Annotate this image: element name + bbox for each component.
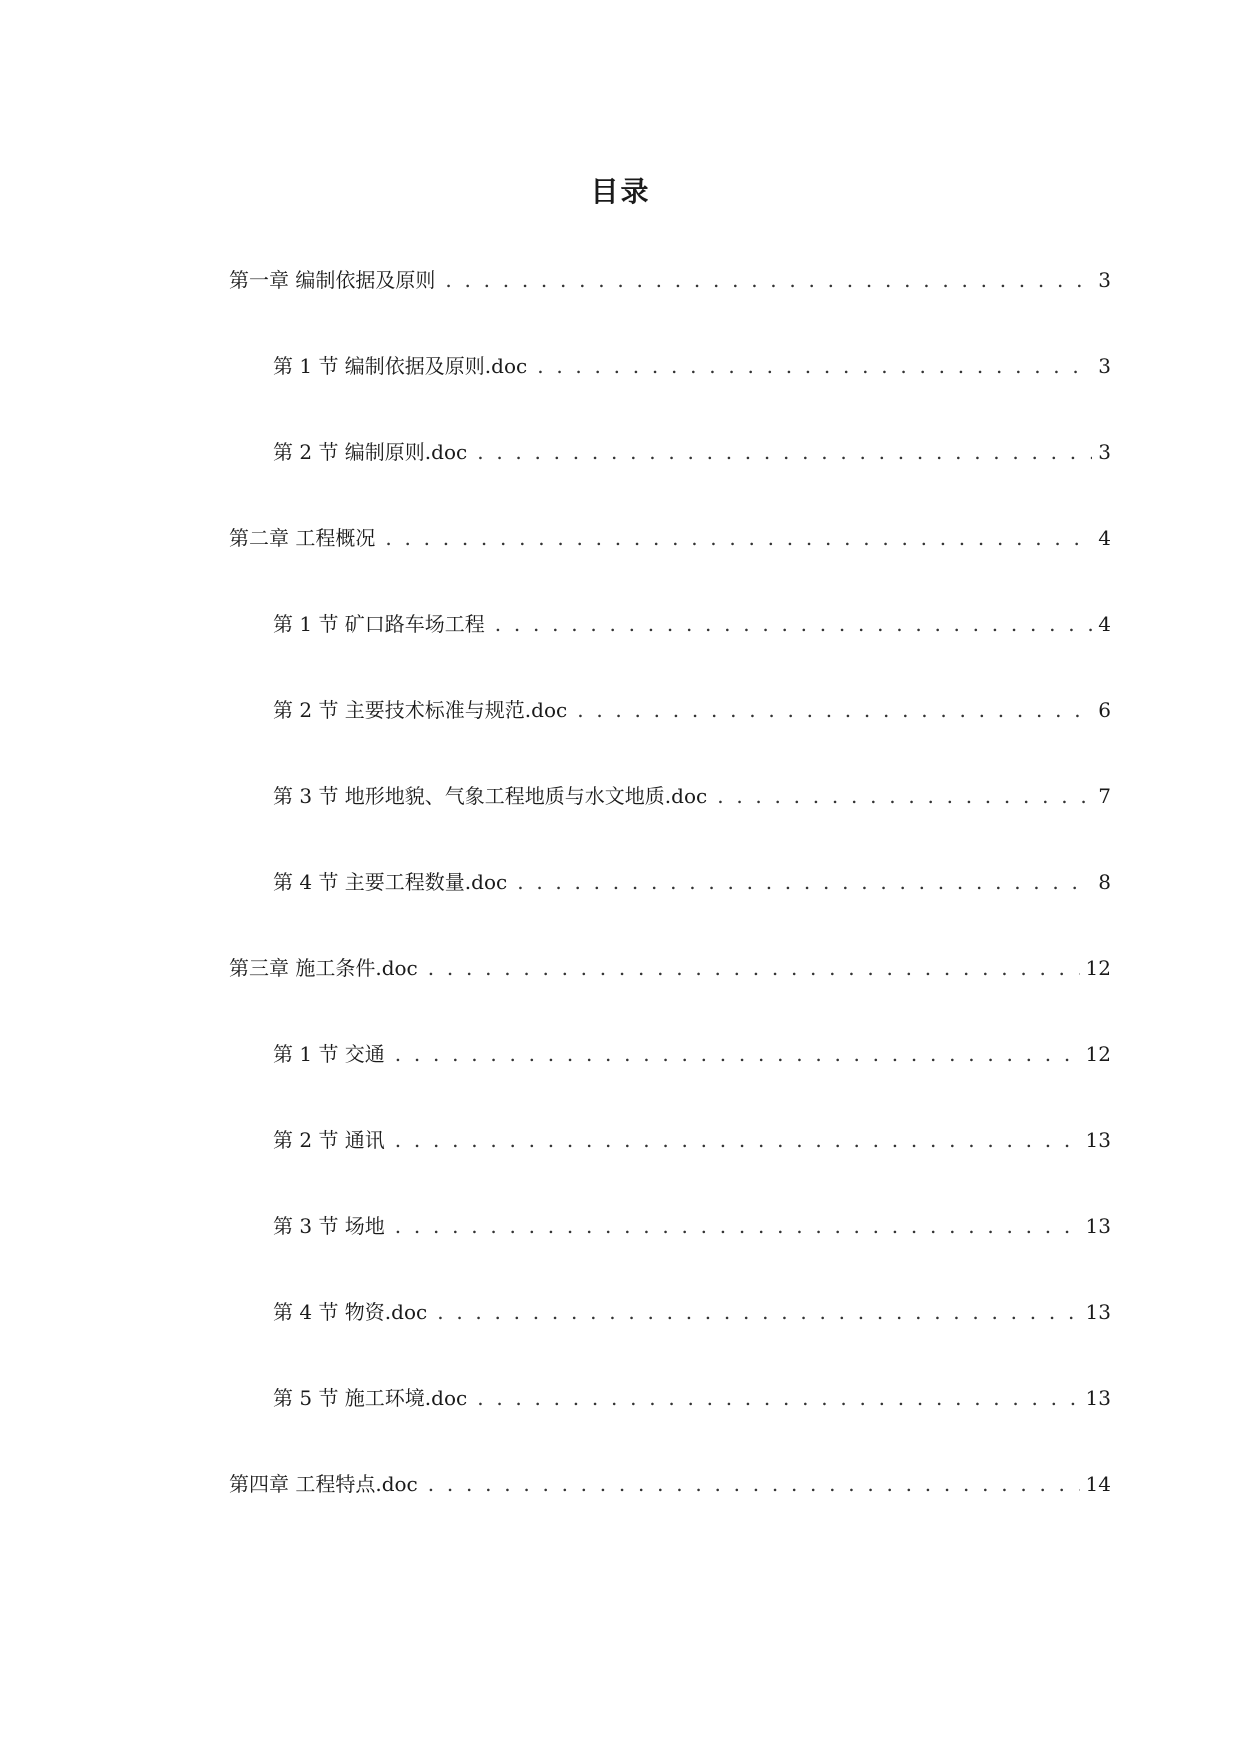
toc-dot-leader [517, 866, 1092, 898]
toc-entry-label: 第四章 工程特点.doc [229, 1472, 418, 1496]
toc-dot-leader [717, 780, 1092, 812]
toc-dot-leader [428, 1468, 1080, 1500]
toc-page-number: 13 [1085, 1128, 1111, 1152]
toc-page-number: 12 [1085, 1042, 1111, 1066]
toc-page-number: 4 [1098, 612, 1111, 636]
toc-entry-label: 第 2 节 主要技术标准与规范.doc [273, 698, 568, 722]
toc-entry-label: 第 2 节 编制原则.doc [273, 440, 468, 464]
toc-dot-leader [437, 1296, 1079, 1328]
toc-entry-chapter-3-section-1[interactable] [273, 1038, 1111, 1070]
toc-entry-chapter-1-section-1[interactable] [273, 350, 1111, 382]
toc-entry-label: 第 4 节 主要工程数量.doc [273, 870, 508, 894]
toc-entry-chapter-3-section-4[interactable] [273, 1296, 1111, 1328]
toc-page-number: 14 [1085, 1472, 1111, 1496]
toc-entry-chapter-3[interactable] [229, 952, 1111, 984]
toc-entry-label: 第三章 施工条件.doc [229, 956, 418, 980]
toc-page-number: 12 [1085, 956, 1111, 980]
toc-dot-leader [477, 1382, 1079, 1414]
toc-dot-leader [577, 694, 1092, 726]
toc-dot-leader [477, 436, 1092, 468]
toc-entry-chapter-3-section-5[interactable] [273, 1382, 1111, 1414]
toc-page-number: 3 [1098, 354, 1111, 378]
toc-page-number: 13 [1085, 1300, 1111, 1324]
toc-dot-leader [495, 608, 1092, 640]
page-title: 目录 [590, 175, 651, 208]
toc-page-number: 3 [1098, 268, 1111, 292]
toc-page-number: 6 [1098, 698, 1111, 722]
toc-dot-leader [428, 952, 1080, 984]
toc-entry-label: 第 2 节 通讯 [273, 1128, 385, 1152]
toc-entry-chapter-2-section-3[interactable] [273, 780, 1111, 812]
toc-page-number: 13 [1085, 1386, 1111, 1410]
toc-dot-leader [395, 1038, 1080, 1070]
toc-page-number: 8 [1098, 870, 1111, 894]
toc-entry-chapter-3-section-3[interactable] [273, 1210, 1111, 1242]
toc-entry-label: 第 5 节 施工环境.doc [273, 1386, 468, 1410]
toc-page-number: 3 [1098, 440, 1111, 464]
toc-entry-label: 第 3 节 场地 [273, 1214, 385, 1238]
toc-entry-chapter-2-section-4[interactable] [273, 866, 1111, 898]
toc-entry-label: 第 1 节 矿口路车场工程 [273, 612, 485, 636]
toc-entry-label: 第 1 节 编制依据及原则.doc [273, 354, 528, 378]
toc-dot-leader [395, 1210, 1080, 1242]
toc-entry-chapter-4[interactable] [229, 1468, 1111, 1500]
toc-dot-leader [537, 350, 1092, 382]
toc-entry-label: 第 1 节 交通 [273, 1042, 385, 1066]
toc-page-number: 4 [1098, 526, 1111, 550]
toc-page-number: 7 [1098, 784, 1111, 808]
toc-entry-chapter-3-section-2[interactable] [273, 1124, 1111, 1156]
toc-entry-chapter-1-section-2[interactable] [273, 436, 1111, 468]
toc-page-number: 13 [1085, 1214, 1111, 1238]
toc-entry-chapter-1[interactable] [229, 264, 1111, 296]
toc-entry-label: 第 3 节 地形地貌、气象工程地质与水文地质.doc [273, 784, 708, 808]
toc-dot-leader [395, 1124, 1080, 1156]
toc-entry-label: 第 4 节 物资.doc [273, 1300, 428, 1324]
toc-entry-chapter-2-section-1[interactable] [273, 608, 1111, 640]
toc-dot-leader [385, 522, 1092, 554]
toc-entry-chapter-2-section-2[interactable] [273, 694, 1111, 726]
toc-entry-chapter-2[interactable] [229, 522, 1111, 554]
toc-entry-label: 第二章 工程概况 [229, 526, 376, 550]
toc-entry-label: 第一章 编制依据及原则 [229, 268, 436, 292]
toc-dot-leader [445, 264, 1092, 296]
